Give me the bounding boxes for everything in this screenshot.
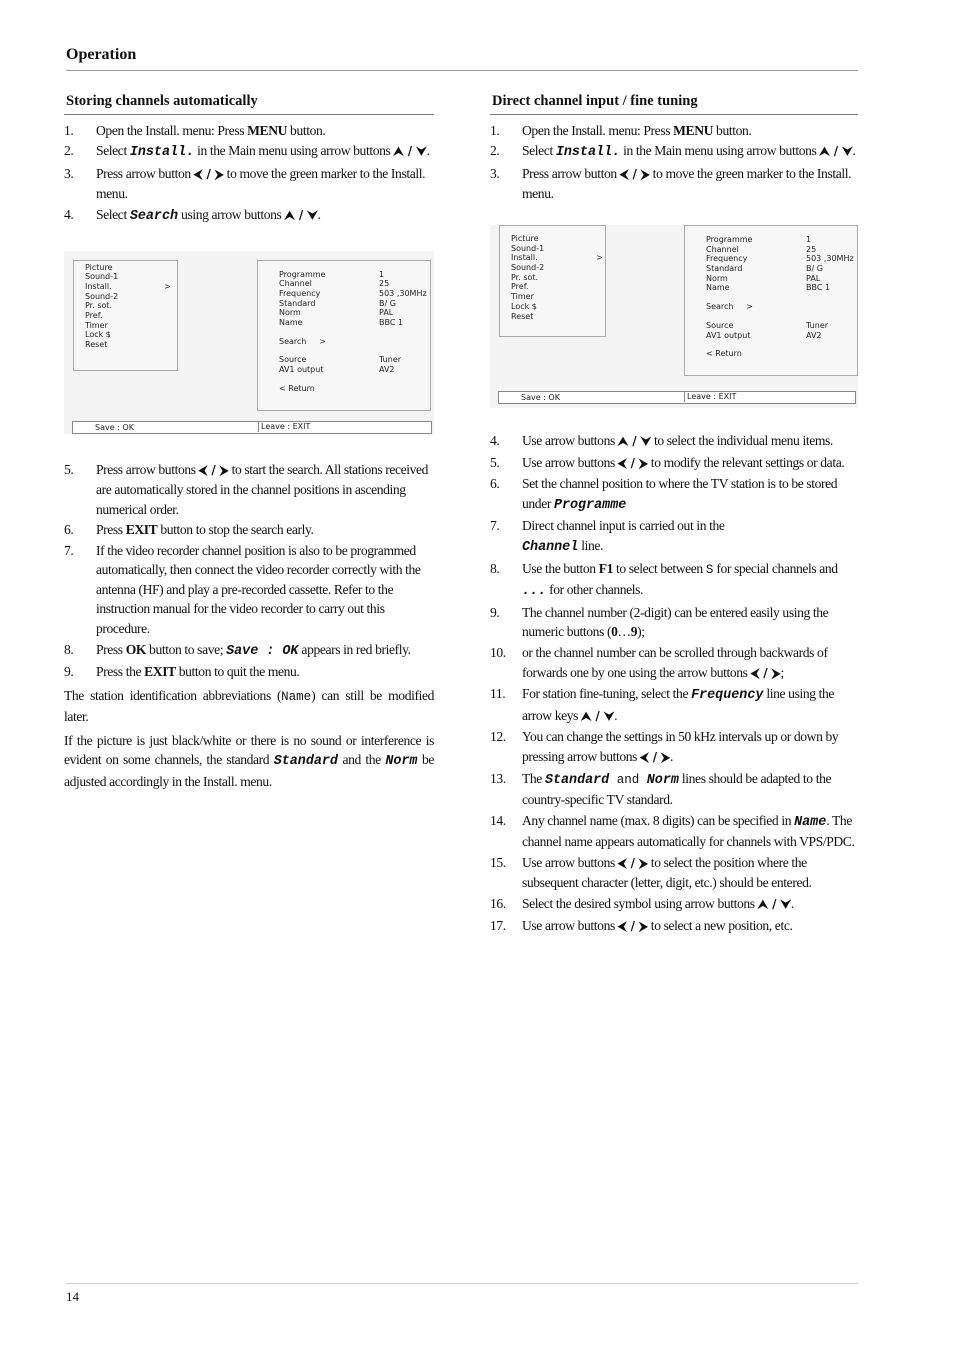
setting-label: Programme xyxy=(706,234,753,244)
setting-value: 1 xyxy=(806,234,812,244)
setting-value: AV2 xyxy=(806,330,822,340)
step-text: line. xyxy=(578,537,604,553)
list-item xyxy=(490,559,858,602)
step-number: 2. xyxy=(64,143,74,159)
para-text: and the xyxy=(337,752,386,768)
list-item xyxy=(64,121,434,141)
leave-hint: Leave : EXIT xyxy=(258,422,310,432)
step-text: button to quit the menu. xyxy=(175,664,300,680)
section-direct-channel-input xyxy=(490,92,858,938)
step-number: 2. xyxy=(490,143,500,159)
menu-term: S xyxy=(705,562,714,577)
step-text: Select the desired symbol using arrow buttons xyxy=(522,896,758,912)
step-text: Open the Install. menu: Press xyxy=(522,122,674,138)
setting-row xyxy=(279,289,430,299)
setting-label: Source xyxy=(706,320,734,330)
save-hint: Save : OK xyxy=(521,392,560,402)
search-row xyxy=(279,337,430,347)
step-text: to select the position where the subsequent character (letter, digit, etc.) should be entered. xyxy=(522,854,812,891)
step-number: 15. xyxy=(490,854,506,870)
main-menu-list xyxy=(85,263,177,350)
menu-term: Programme xyxy=(553,497,627,513)
setting-row xyxy=(706,331,857,341)
list-item xyxy=(490,769,858,810)
step-text: Use arrow buttons xyxy=(522,917,618,933)
note-paragraph xyxy=(64,731,434,792)
step-text: You can change the settings in 50 kHz intervals up or down by pressing arrow buttons xyxy=(522,729,839,764)
list-item xyxy=(64,520,434,540)
step-text: Press arrow button xyxy=(522,165,620,181)
menu-item: Sound-2 xyxy=(85,291,119,301)
list-item xyxy=(490,516,858,557)
setting-value: BBC 1 xyxy=(806,283,831,293)
step-text: button. xyxy=(713,122,752,138)
step-number: 9. xyxy=(490,604,500,620)
steps-list xyxy=(490,121,858,204)
setting-value: BBC 1 xyxy=(379,318,404,328)
step-text: Select xyxy=(96,143,130,159)
up-down-arrows-icon: ⮝ / ⮟ xyxy=(819,144,853,159)
save-hint: Save : OK xyxy=(95,422,134,432)
setting-label: Frequency xyxy=(279,288,321,298)
step-text: . The channel name appears automatically for channels with VPS/PDC. xyxy=(522,812,855,850)
page-number: 14 xyxy=(66,1289,79,1304)
step-text: to start the search. All stations received are automatically stored in the channel positions in ascending numerical order. xyxy=(96,461,429,517)
step-text: … xyxy=(617,624,631,640)
step-text: . xyxy=(614,707,618,723)
list-item xyxy=(64,541,434,639)
menu-term: Norm xyxy=(646,772,679,788)
setting-row xyxy=(279,365,430,375)
menu-key: 9 xyxy=(630,624,638,640)
return-row: < Return xyxy=(279,383,315,393)
list-item xyxy=(490,727,858,767)
search-label: Search xyxy=(279,336,307,346)
menu-item: Picture xyxy=(85,262,113,272)
setting-label: Source xyxy=(279,355,307,365)
note-paragraph xyxy=(64,686,434,727)
setting-row xyxy=(279,299,430,309)
step-number: 16. xyxy=(490,896,506,912)
step-text: to select between xyxy=(613,560,706,576)
setting-row xyxy=(706,235,857,245)
submenu-arrow-icon: > xyxy=(746,302,753,312)
steps-list xyxy=(64,121,434,227)
step-number: 7. xyxy=(490,518,500,534)
step-number: 1. xyxy=(64,122,74,138)
setting-row xyxy=(706,264,857,274)
step-text: ); xyxy=(637,624,645,640)
return-row: < Return xyxy=(706,349,742,359)
submenu-arrow-icon: > xyxy=(164,281,171,291)
list-item xyxy=(490,431,858,452)
menu-term: Save : OK xyxy=(226,643,299,659)
setting-label: Channel xyxy=(706,244,739,254)
step-text: For station fine-tuning, select the xyxy=(522,686,692,702)
step-number: 5. xyxy=(64,461,74,477)
menu-key: EXIT xyxy=(125,522,158,538)
menu-item: Reset xyxy=(511,311,534,321)
setting-value: Tuner xyxy=(806,320,829,330)
leave-hint: Leave : EXIT xyxy=(684,392,736,402)
menu-key: MENU xyxy=(247,122,288,138)
menu-term: Channel xyxy=(522,539,579,555)
menu-item: Sound-1 xyxy=(511,243,545,253)
step-text: . xyxy=(426,143,430,159)
step-text: Select xyxy=(96,207,130,223)
list-item xyxy=(490,916,858,937)
menu-key: EXIT xyxy=(144,664,176,680)
left-right-arrows-icon: ⮜ / ⮞ xyxy=(617,455,648,470)
setting-value: 1 xyxy=(379,269,385,279)
setting-value: PAL xyxy=(806,273,821,283)
step-text: Use arrow buttons xyxy=(522,432,618,448)
menu-term: Name xyxy=(794,814,827,830)
footer-rule xyxy=(66,1283,858,1284)
main-menu-box xyxy=(499,225,606,337)
para-text: ) can still be modified later. xyxy=(64,687,434,725)
setting-label: Standard xyxy=(279,298,316,308)
step-text: appears in red briefly. xyxy=(298,641,411,657)
menu-item: Pref. xyxy=(85,311,103,321)
list-item xyxy=(64,662,434,682)
step-number: 10. xyxy=(490,645,506,660)
install-submenu-box xyxy=(684,225,858,376)
menu-key: OK xyxy=(125,641,147,657)
step-text: . xyxy=(790,896,794,912)
setting-label: Standard xyxy=(706,263,743,273)
step-number: 6. xyxy=(64,522,74,538)
step-text: Open the Install. menu: Press xyxy=(96,122,248,138)
setting-value: 503 ,30MHz xyxy=(379,288,427,298)
step-number: 8. xyxy=(490,560,500,576)
step-text: button to save; xyxy=(146,641,227,657)
setting-label: Name xyxy=(706,283,730,293)
step-text: Set the channel position to where the TV station is to be stored under xyxy=(522,476,838,511)
menu-item: Pr. sot. xyxy=(85,301,113,311)
list-item xyxy=(64,141,434,163)
up-down-arrows-icon: ⮝ / ⮟ xyxy=(757,897,791,912)
section-title: Storing channels automatically xyxy=(64,92,434,115)
setting-row xyxy=(706,245,857,255)
step-text: for other channels. xyxy=(546,582,644,598)
setting-row xyxy=(279,355,430,365)
setting-row xyxy=(706,283,857,293)
menu-term: Standard xyxy=(273,754,338,770)
setting-value: PAL xyxy=(379,308,394,318)
menu-item: Picture xyxy=(511,233,539,243)
list-item xyxy=(490,453,858,474)
step-text: lines should be adapted to the country-specific TV standard. xyxy=(522,770,832,808)
search-row xyxy=(706,302,857,312)
left-right-arrows-icon: ⮜ / ⮞ xyxy=(198,462,229,477)
left-right-arrows-icon: ⮜ / ⮞ xyxy=(617,918,648,933)
step-number: 3. xyxy=(64,165,74,181)
setting-value: AV2 xyxy=(379,365,395,375)
step-number: 13. xyxy=(490,770,506,786)
install-submenu-box xyxy=(257,260,431,411)
section-title: Direct channel input / fine tuning xyxy=(490,92,858,115)
step-text: The channel number (2-digit) can be entered easily using the numeric buttons ( xyxy=(522,604,829,640)
step-text: and xyxy=(609,772,647,787)
step-text: in the Main menu using arrow buttons xyxy=(620,143,820,159)
step-text: Press xyxy=(96,522,126,538)
step-number: 5. xyxy=(490,454,500,470)
menu-item-install xyxy=(85,282,177,292)
left-right-arrows-icon: ⮜ / ⮞ xyxy=(640,749,670,764)
setting-label: AV1 output xyxy=(279,365,324,375)
step-number: 17. xyxy=(490,917,506,933)
setting-row xyxy=(279,318,430,328)
setting-value: 25 xyxy=(379,279,390,289)
menu-term: Install. xyxy=(555,145,621,161)
step-text: Press arrow buttons xyxy=(96,461,199,477)
step-number: 1. xyxy=(490,122,500,138)
left-right-arrows-icon: ⮜ / ⮞ xyxy=(619,166,650,181)
menu-item: Lock $ xyxy=(511,301,537,311)
list-item xyxy=(490,603,858,642)
menu-item: Lock $ xyxy=(85,330,111,340)
step-text: Select xyxy=(522,143,556,159)
submenu-arrow-icon: > xyxy=(319,336,326,346)
screen-status-bar xyxy=(498,391,856,404)
step-number: 12. xyxy=(490,729,506,745)
setting-label: Programme xyxy=(279,269,326,279)
para-text: If the picture is just black/white or there is no sound or interference is evident on some channels, the standard xyxy=(64,732,434,768)
menu-term: Norm xyxy=(385,754,418,770)
setting-label: Norm xyxy=(706,273,728,283)
step-number: 8. xyxy=(64,641,74,657)
list-item xyxy=(490,684,858,726)
setting-value: B/ G xyxy=(379,298,396,308)
step-text: Use arrow buttons xyxy=(522,454,618,470)
step-text: ; xyxy=(780,664,784,680)
step-text: for special channels and xyxy=(713,560,838,576)
list-item xyxy=(490,164,858,204)
step-text: Direct channel input is carried out in the xyxy=(522,518,725,534)
menu-key: MENU xyxy=(673,122,714,138)
step-text: in the Main menu using arrow buttons xyxy=(194,143,394,159)
step-text: . xyxy=(317,207,321,223)
step-text: . xyxy=(852,143,856,159)
menu-item-label: Install. xyxy=(85,281,112,291)
up-down-arrows-icon: ⮝ / ⮟ xyxy=(581,708,615,723)
step-text: to modify the relevant settings or data. xyxy=(647,454,845,470)
list-item xyxy=(490,853,858,893)
setting-label: Name xyxy=(279,318,303,328)
step-number: 3. xyxy=(490,165,500,181)
left-right-arrows-icon: ⮜ / ⮞ xyxy=(617,855,648,870)
screen-status-bar xyxy=(72,421,432,434)
install-menu-screenshot xyxy=(490,225,858,408)
list-item xyxy=(490,474,858,515)
step-text: to move the green marker to the Install. menu. xyxy=(522,165,852,202)
step-number: 14. xyxy=(490,812,506,828)
up-down-arrows-icon: ⮝ / ⮟ xyxy=(393,144,427,159)
menu-item: Pref. xyxy=(511,282,529,292)
menu-term: Search xyxy=(129,209,179,225)
menu-term: Install. xyxy=(129,145,195,161)
list-item xyxy=(490,643,858,683)
menu-item: Reset xyxy=(85,340,108,350)
step-text: to select the individual menu items. xyxy=(651,432,833,448)
step-text: Press arrow button xyxy=(96,165,194,181)
setting-row xyxy=(706,321,857,331)
step-number: 11. xyxy=(490,686,506,702)
setting-value: 25 xyxy=(806,244,817,254)
menu-item: Pr. sot. xyxy=(511,272,539,282)
list-item xyxy=(490,121,858,141)
up-down-arrows-icon: ⮝ / ⮟ xyxy=(284,208,318,223)
header-rule xyxy=(66,70,858,71)
menu-item-install xyxy=(511,253,605,263)
step-number: 9. xyxy=(64,664,74,680)
menu-item: Timer xyxy=(85,320,108,330)
step-number: 4. xyxy=(64,207,74,223)
setting-row xyxy=(279,308,430,318)
steps-list xyxy=(64,460,434,682)
step-text: Press the xyxy=(96,664,145,680)
step-text: line using the arrow keys xyxy=(522,686,835,723)
menu-term: Standard xyxy=(544,772,610,788)
search-label: Search xyxy=(706,302,734,312)
menu-item: Timer xyxy=(511,292,534,302)
setting-label: Channel xyxy=(279,279,312,289)
submenu-arrow-icon: > xyxy=(596,253,603,263)
page-header: Operation xyxy=(66,46,137,63)
list-item xyxy=(64,164,434,204)
setting-label: Norm xyxy=(279,308,301,318)
menu-key: F1 xyxy=(598,560,613,576)
step-text: . xyxy=(669,748,673,764)
step-text: to move the green marker to the Install. menu. xyxy=(96,165,426,202)
install-menu-screenshot xyxy=(64,251,434,434)
setting-value: Tuner xyxy=(379,355,402,365)
setting-row xyxy=(706,254,857,264)
step-number: 4. xyxy=(490,432,500,448)
step-text: using arrow buttons xyxy=(178,207,285,223)
list-item xyxy=(490,894,858,915)
para-text: be adjusted accordingly in the Install. menu. xyxy=(64,752,434,789)
menu-term: Name xyxy=(281,689,312,704)
step-text: Use arrow buttons xyxy=(522,854,618,870)
setting-row xyxy=(279,279,430,289)
list-item xyxy=(64,205,434,227)
step-text: to select a new position, etc. xyxy=(647,917,793,933)
section-storing-channels xyxy=(64,92,434,794)
main-menu-box xyxy=(73,260,178,371)
up-down-arrows-icon: ⮝ / ⮟ xyxy=(617,433,652,448)
step-text: button to stop the search early. xyxy=(157,522,314,538)
list-item xyxy=(64,460,434,520)
list-item xyxy=(64,640,434,662)
para-text: The station identification abbreviations ( xyxy=(64,687,282,703)
menu-item: Sound-2 xyxy=(511,262,545,272)
step-text: button. xyxy=(287,122,326,138)
setting-value: 503 ,30MHz xyxy=(806,254,854,264)
menu-item: Sound-1 xyxy=(85,272,119,282)
left-right-arrows-icon: ⮜ / ⮞ xyxy=(750,665,781,680)
setting-value: B/ G xyxy=(806,263,823,273)
step-text: Any channel name (max. 8 digits) can be specified in xyxy=(522,812,795,828)
step-text: The xyxy=(522,770,545,786)
step-text: or the channel number can be scrolled through backwards of forwards one by one using the arrow buttons xyxy=(522,645,828,680)
menu-item-label: Install. xyxy=(511,253,538,263)
steps-list xyxy=(490,431,858,936)
list-item xyxy=(490,141,858,163)
setting-row xyxy=(706,274,857,284)
menu-key: 0 xyxy=(611,624,618,640)
step-number: 6. xyxy=(490,476,500,492)
setting-label: AV1 output xyxy=(706,330,751,340)
list-item xyxy=(490,811,858,852)
step-text: If the video recorder channel position is also to be programmed automatically, then connect the video recorder correctly with the antenna (HF) and play a pre-recorded cassette. Refer to the instruction manual for the video recorder to carry out this procedure. xyxy=(96,542,421,636)
setting-row xyxy=(279,270,430,280)
step-text: Use the button xyxy=(522,560,599,576)
menu-term: ... xyxy=(522,584,547,600)
menu-term: Frequency xyxy=(691,688,764,704)
left-right-arrows-icon: ⮜ / ⮞ xyxy=(193,166,224,181)
step-text: Press xyxy=(96,641,126,657)
step-number: 7. xyxy=(64,542,74,558)
setting-label: Frequency xyxy=(706,254,748,264)
